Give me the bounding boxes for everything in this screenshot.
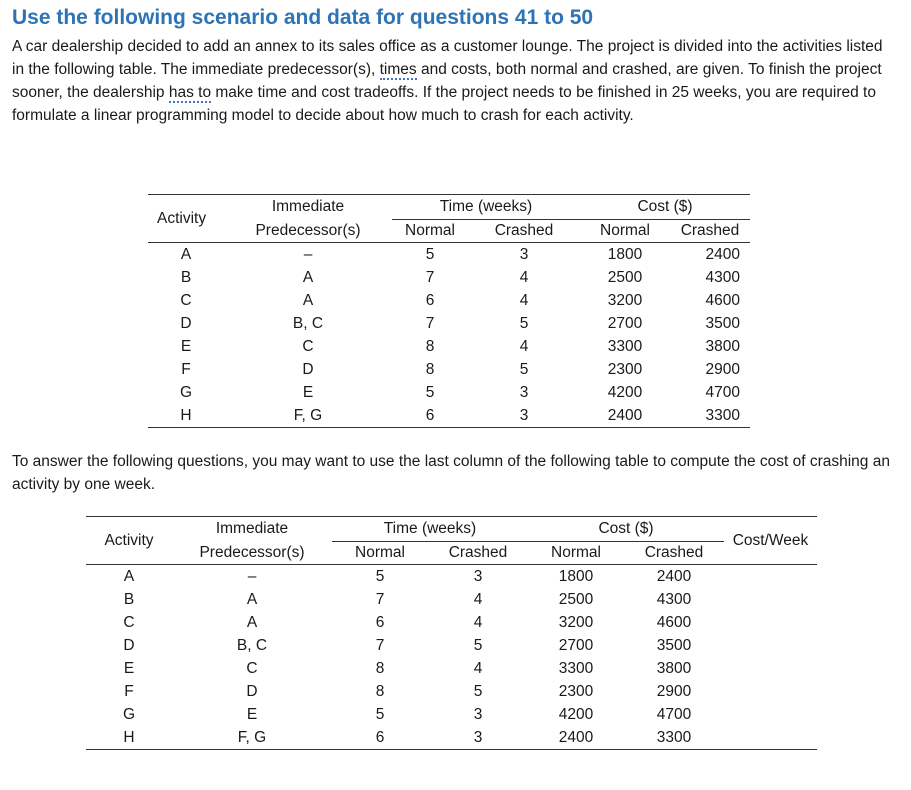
cost-crashed-cell: 2900 [656,682,692,700]
time-crashed-cell: 5 [519,314,529,332]
cost-crashed-cell: 3500 [705,314,740,332]
predecessor-cell: E [302,383,314,401]
predecessor-cell: B, C [236,636,268,654]
time-normal-cell: 6 [425,291,435,309]
time-normal-cell: 6 [332,726,428,750]
cost-crashed-cell: 4600 [656,613,692,631]
predecessor-cell: C [246,659,258,677]
activity-cell: B [180,268,192,286]
cost-crashed-cell: 4700 [656,705,692,723]
predecessor-cell: A [246,613,258,631]
cost-per-week-cell [724,657,817,680]
table-row [86,703,817,726]
cost-crashed-cell: 3800 [656,659,692,677]
activity-cell: E [123,659,135,677]
time-crashed-cell: 4 [473,613,483,631]
cost-crashed-cell: 4300 [656,590,692,608]
scenario-paragraph [12,35,892,127]
time-normal-cell: 5 [425,245,435,263]
table-row [148,312,750,335]
cost-per-week-cell [724,634,817,657]
time-crashed-cell: 3 [519,245,529,263]
cost-normal-cell: 3300 [558,659,594,677]
time-crashed-cell: 4 [519,337,529,355]
time-crashed-cell: 3 [473,705,483,723]
cost-normal-cell: 4200 [558,705,594,723]
cost-normal-cell: 3200 [607,291,643,309]
activity-cell: D [123,636,135,654]
activity-cell: C [123,613,135,631]
time-normal-cell: 8 [375,659,385,677]
predecessor-cell: – [303,245,313,263]
cost-normal-cell: 1800 [558,567,594,585]
cost-crashed-cell: 2900 [705,360,740,378]
header-time-normal: Normal [392,220,468,243]
scenario-text-1: A car dealership decided to add an annex to its sales office as a customer lounge. The project is divided into the activities listed in the following table. The immediate predecessor(s), [12,38,883,78]
predecessor-cell: F, G [224,404,392,428]
header-time: Time (weeks) [392,195,580,220]
cost-per-week-cell [724,611,817,634]
table-row [86,657,817,680]
header-cost-normal: Normal [580,220,670,243]
predecessor-cell: A [302,291,314,309]
table-row [86,726,817,750]
activity-cell: E [180,337,192,355]
time-crashed-cell: 5 [473,682,483,700]
header-time: Time (weeks) [332,517,528,542]
cost-per-week-cell [724,703,817,726]
table-row [86,565,817,589]
cost-normal-cell: 4200 [607,383,643,401]
cost-per-week-cell [724,588,817,611]
cost-normal-cell: 3200 [558,613,594,631]
table-row [148,266,750,289]
time-normal-cell: 8 [375,682,385,700]
time-crashed-cell: 3 [519,383,529,401]
cost-crashed-cell: 2400 [705,245,740,263]
header-cost: Cost ($) [528,517,724,542]
predecessor-cell: D [302,360,314,378]
table-row [86,680,817,703]
header-predecessor-line1: Immediate [172,517,332,542]
predecessor-cell: D [246,682,258,700]
table-row [148,289,750,312]
predecessor-cell: – [247,567,257,585]
table-row [86,611,817,634]
cost-normal-cell: 2300 [558,682,594,700]
time-normal-cell: 6 [375,613,385,631]
header-predecessor-line2: Predecessor(s) [224,220,392,243]
spellcheck-word-times: times [379,61,417,78]
table-row [148,404,750,428]
header-cost-crashed: Crashed [624,542,724,565]
time-crashed-cell: 3 [473,567,483,585]
header-cost-crashed: Crashed [670,220,750,243]
time-normal-cell: 7 [375,590,385,608]
activity-cell: A [180,245,192,263]
time-normal-cell: 6 [392,404,468,428]
predecessor-cell: A [246,590,258,608]
time-normal-cell: 5 [375,705,385,723]
header-predecessor-line1: Immediate [224,195,392,220]
table-row [148,358,750,381]
cost-crashed-cell: 3500 [656,636,692,654]
time-normal-cell: 7 [425,268,435,286]
cost-per-week-cell [724,565,817,589]
scenario-text-3: make time and cost tradeoffs. If the project needs to be finished in 25 weeks, you are required to formulate a linear programming model to decide about how much to crash for each activity. [12,84,876,124]
activity-cell: H [148,404,224,428]
table-row [148,335,750,358]
cost-normal-cell: 2400 [528,726,624,750]
spellcheck-word-has-to: has to [168,84,212,101]
activity-cell: H [86,726,172,750]
table-row [86,634,817,657]
cost-crashed-cell: 4300 [705,268,740,286]
predecessor-cell: B, C [292,314,324,332]
activity-cell: B [123,590,135,608]
cost-normal-cell: 3300 [607,337,643,355]
header-cost: Cost ($) [580,195,750,220]
activity-cost-table [86,516,817,750]
cost-crashed-cell: 3300 [670,404,750,428]
header-cost-per-week: Cost/Week [724,517,817,565]
page-title: Use the following scenario and data for questions 41 to 50 [12,6,594,29]
time-crashed-cell: 3 [468,404,580,428]
header-activity: Activity [86,517,172,565]
time-normal-cell: 5 [425,383,435,401]
header-time-crashed: Crashed [428,542,528,565]
cost-crashed-cell: 3800 [705,337,740,355]
header-time-crashed: Crashed [468,220,580,243]
header-time-normal: Normal [332,542,428,565]
predecessor-cell: E [246,705,258,723]
time-normal-cell: 7 [375,636,385,654]
cost-normal-cell: 2500 [558,590,594,608]
table-row [148,243,750,267]
activity-cell: F [124,682,134,700]
cost-normal-cell: 1800 [607,245,643,263]
instruction-paragraph: To answer the following questions, you may want to use the last column of the following table to compute the cost of crashing an activity by one week. [12,453,890,493]
cost-normal-cell: 2700 [607,314,643,332]
predecessor-cell: A [302,268,314,286]
time-crashed-cell: 5 [519,360,529,378]
activity-cell: F [181,360,191,378]
activity-table [148,194,750,428]
cost-normal-cell: 2700 [558,636,594,654]
time-normal-cell: 5 [375,567,385,585]
predecessor-cell: F, G [172,726,332,750]
time-normal-cell: 8 [425,360,435,378]
activity-cell: G [122,705,136,723]
time-crashed-cell: 4 [473,659,483,677]
cost-normal-cell: 2500 [607,268,643,286]
header-predecessor-line2: Predecessor(s) [172,542,332,565]
predecessor-cell: C [302,337,314,355]
header-activity: Activity [148,195,224,243]
activity-cell: A [123,567,135,585]
activity-cell: D [180,314,192,332]
cost-crashed-cell: 4600 [705,291,740,309]
cost-crashed-cell: 3300 [624,726,724,750]
time-crashed-cell: 5 [473,636,483,654]
time-crashed-cell: 4 [519,268,529,286]
time-crashed-cell: 4 [473,590,483,608]
time-normal-cell: 7 [425,314,435,332]
header-cost-normal: Normal [528,542,624,565]
cost-crashed-cell: 4700 [705,383,740,401]
cost-crashed-cell: 2400 [656,567,692,585]
cost-normal-cell: 2300 [607,360,643,378]
activity-cell: G [179,383,193,401]
cost-per-week-cell [724,726,817,750]
cost-normal-cell: 2400 [580,404,670,428]
activity-cell: C [180,291,192,309]
table-row [148,381,750,404]
time-crashed-cell: 4 [519,291,529,309]
scenario-text-2: and costs, both normal and crashed, are given. To finish the project sooner, the dealership [12,61,882,101]
cost-per-week-cell [724,680,817,703]
time-normal-cell: 8 [425,337,435,355]
table-row [86,588,817,611]
time-crashed-cell: 3 [428,726,528,750]
